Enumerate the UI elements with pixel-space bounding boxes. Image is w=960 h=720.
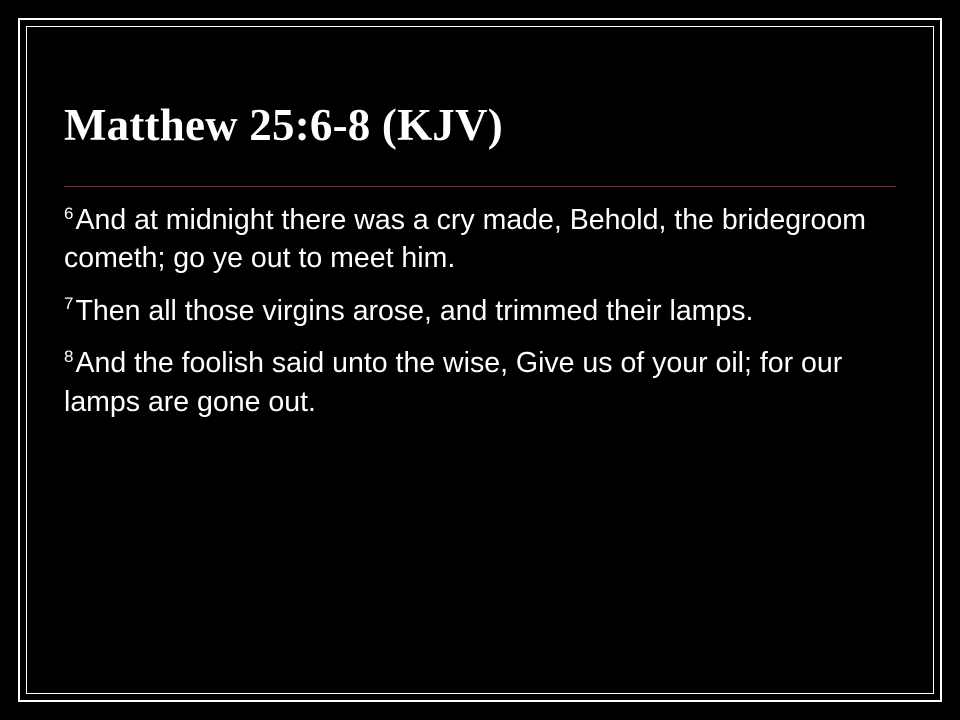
verse-item [50, 201, 910, 278]
title-divider [64, 186, 896, 187]
scripture-body [50, 201, 910, 421]
page-title: Matthew 25:6-8 (KJV) [64, 100, 503, 150]
verse-number: 7 [64, 294, 74, 314]
verse-text: And at midnight there was a cry made, Behold, the bridegroom cometh; go ye out to meet him. [64, 204, 866, 275]
verse-item [50, 344, 910, 421]
verse-item [50, 292, 910, 330]
slide-content [26, 26, 934, 626]
verse-number: 8 [64, 346, 74, 366]
verse-text: Then all those virgins arose, and trimmed their lamps. [75, 294, 754, 327]
verse-number: 6 [64, 203, 74, 223]
verse-text: And the foolish said unto the wise, Give us of your oil; for our lamps are gone out. [64, 347, 843, 418]
